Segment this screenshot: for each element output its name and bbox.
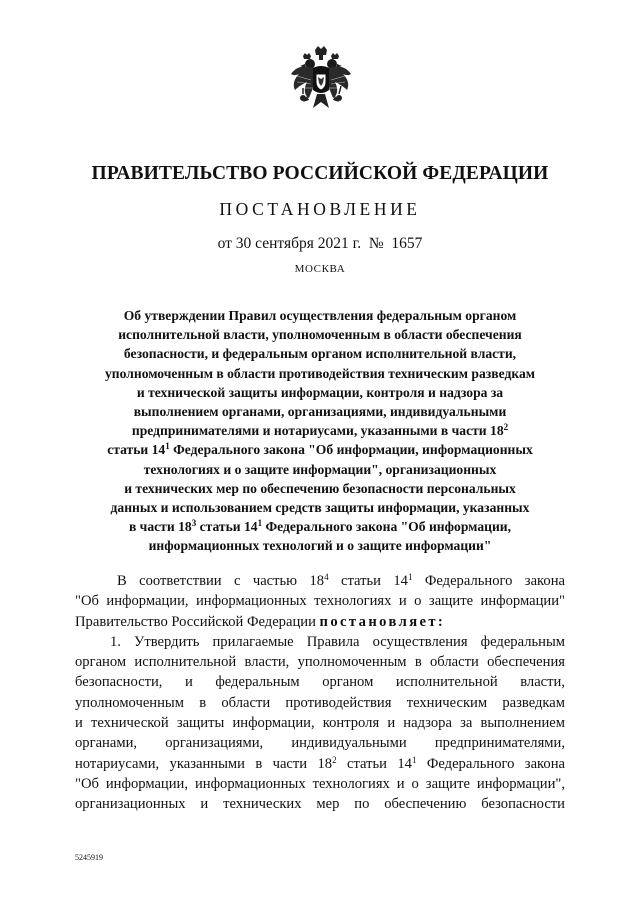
body-text: Федерального закона — [416, 755, 565, 772]
body-line: и технической защиты информации, контроля и надзора за выполнением — [75, 715, 565, 732]
decree-word: постановляет: — [319, 613, 446, 630]
superscript: 2 — [332, 754, 337, 765]
document-body — [75, 571, 565, 815]
document-date: от 30 сентября 2021 г. — [217, 235, 362, 252]
superscript: 1 — [165, 441, 170, 452]
body-line — [75, 754, 565, 774]
body-line: органами, организациями, индивидуальными предпринимателями, — [75, 735, 565, 752]
title-line: исполнительной власти, уполномоченным в области обеспечения — [118, 327, 522, 343]
title-text: Федерального закона "Об информации, — [262, 519, 512, 535]
body-line: "Об информации, информационных технологиях и о защите информации" — [75, 593, 565, 610]
title-text: Федерального закона "Об информации, информационных — [169, 442, 533, 458]
body-text: Правительство Российской Федерации — [75, 613, 320, 630]
body-text: статьи 14 — [336, 755, 412, 772]
body-line: уполномоченным в области противодействия техническим разведкам — [75, 694, 565, 711]
body-text: В соответствии с частью 18 — [117, 573, 325, 589]
title-line: уполномоченным в области противодействия техническим разведкам — [104, 365, 535, 381]
title-line — [80, 517, 560, 536]
document-city: МОСКВА — [294, 263, 346, 275]
title-line: данных и использованием средств защиты информации, указанных — [110, 500, 530, 516]
title-line: и технической защиты информации, контроля и надзора за — [136, 384, 504, 400]
title-line: безопасности, и федеральным органом исполнительной власти, — [123, 346, 517, 362]
title-line: технологиях и о защите информации", организационных — [143, 461, 497, 477]
government-title: ПРАВИТЕЛЬСТВО РОССИЙСКОЙ ФЕДЕРАЦИИ — [91, 163, 549, 184]
document-type: ПОСТАНОВЛЕНИЕ — [219, 199, 421, 219]
body-line — [75, 571, 565, 591]
title-text: предпринимателями и нотариусами, указанными в части 18 — [131, 423, 504, 439]
superscript: 3 — [191, 518, 197, 529]
superscript: 4 — [324, 572, 329, 582]
title-text: статьи 14 — [107, 442, 166, 458]
body-line: органом исполнительной власти, уполномоченным в области обеспечения — [75, 654, 565, 671]
body-line: безопасности, и федеральным органом исполнительной власти, — [75, 674, 565, 691]
title-line: Об утверждении Правил осуществления федеральным органом — [123, 308, 517, 323]
superscript: 2 — [503, 422, 509, 433]
title-line — [80, 421, 560, 440]
number-sign: № — [368, 235, 384, 252]
title-line: и технических мер по обеспечению безопасности персональных — [124, 480, 516, 496]
title-line: информационных технологий и о защите информации" — [148, 538, 492, 554]
document-number: 1657 — [391, 235, 423, 252]
superscript: 1 — [257, 518, 263, 529]
document-date-line — [0, 235, 640, 253]
superscript: 1 — [411, 754, 417, 765]
coat-of-arms-icon — [289, 44, 353, 120]
body-line: организационных и технических мер по обеспечению безопасности — [75, 796, 565, 813]
body-text: Федерального закона — [412, 573, 565, 589]
title-line: выполнением органами, организациями, индивидуальными — [133, 404, 507, 420]
body-text: статьи 14 — [328, 573, 408, 589]
body-text: нотариусами, указанными в части 18 — [75, 755, 333, 772]
title-text: в части 18 — [128, 519, 192, 535]
title-line — [80, 440, 560, 459]
body-line: "Об информации, информационных технологиях и о защите информации", — [75, 775, 565, 792]
body-line: 1. Утвердить прилагаемые Правила осуществления федеральным — [110, 633, 565, 650]
document-code: 5245919 — [75, 853, 103, 862]
title-text: статьи 14 — [196, 519, 258, 535]
body-line — [75, 612, 565, 632]
superscript: 1 — [407, 572, 413, 582]
document-title — [80, 306, 560, 556]
